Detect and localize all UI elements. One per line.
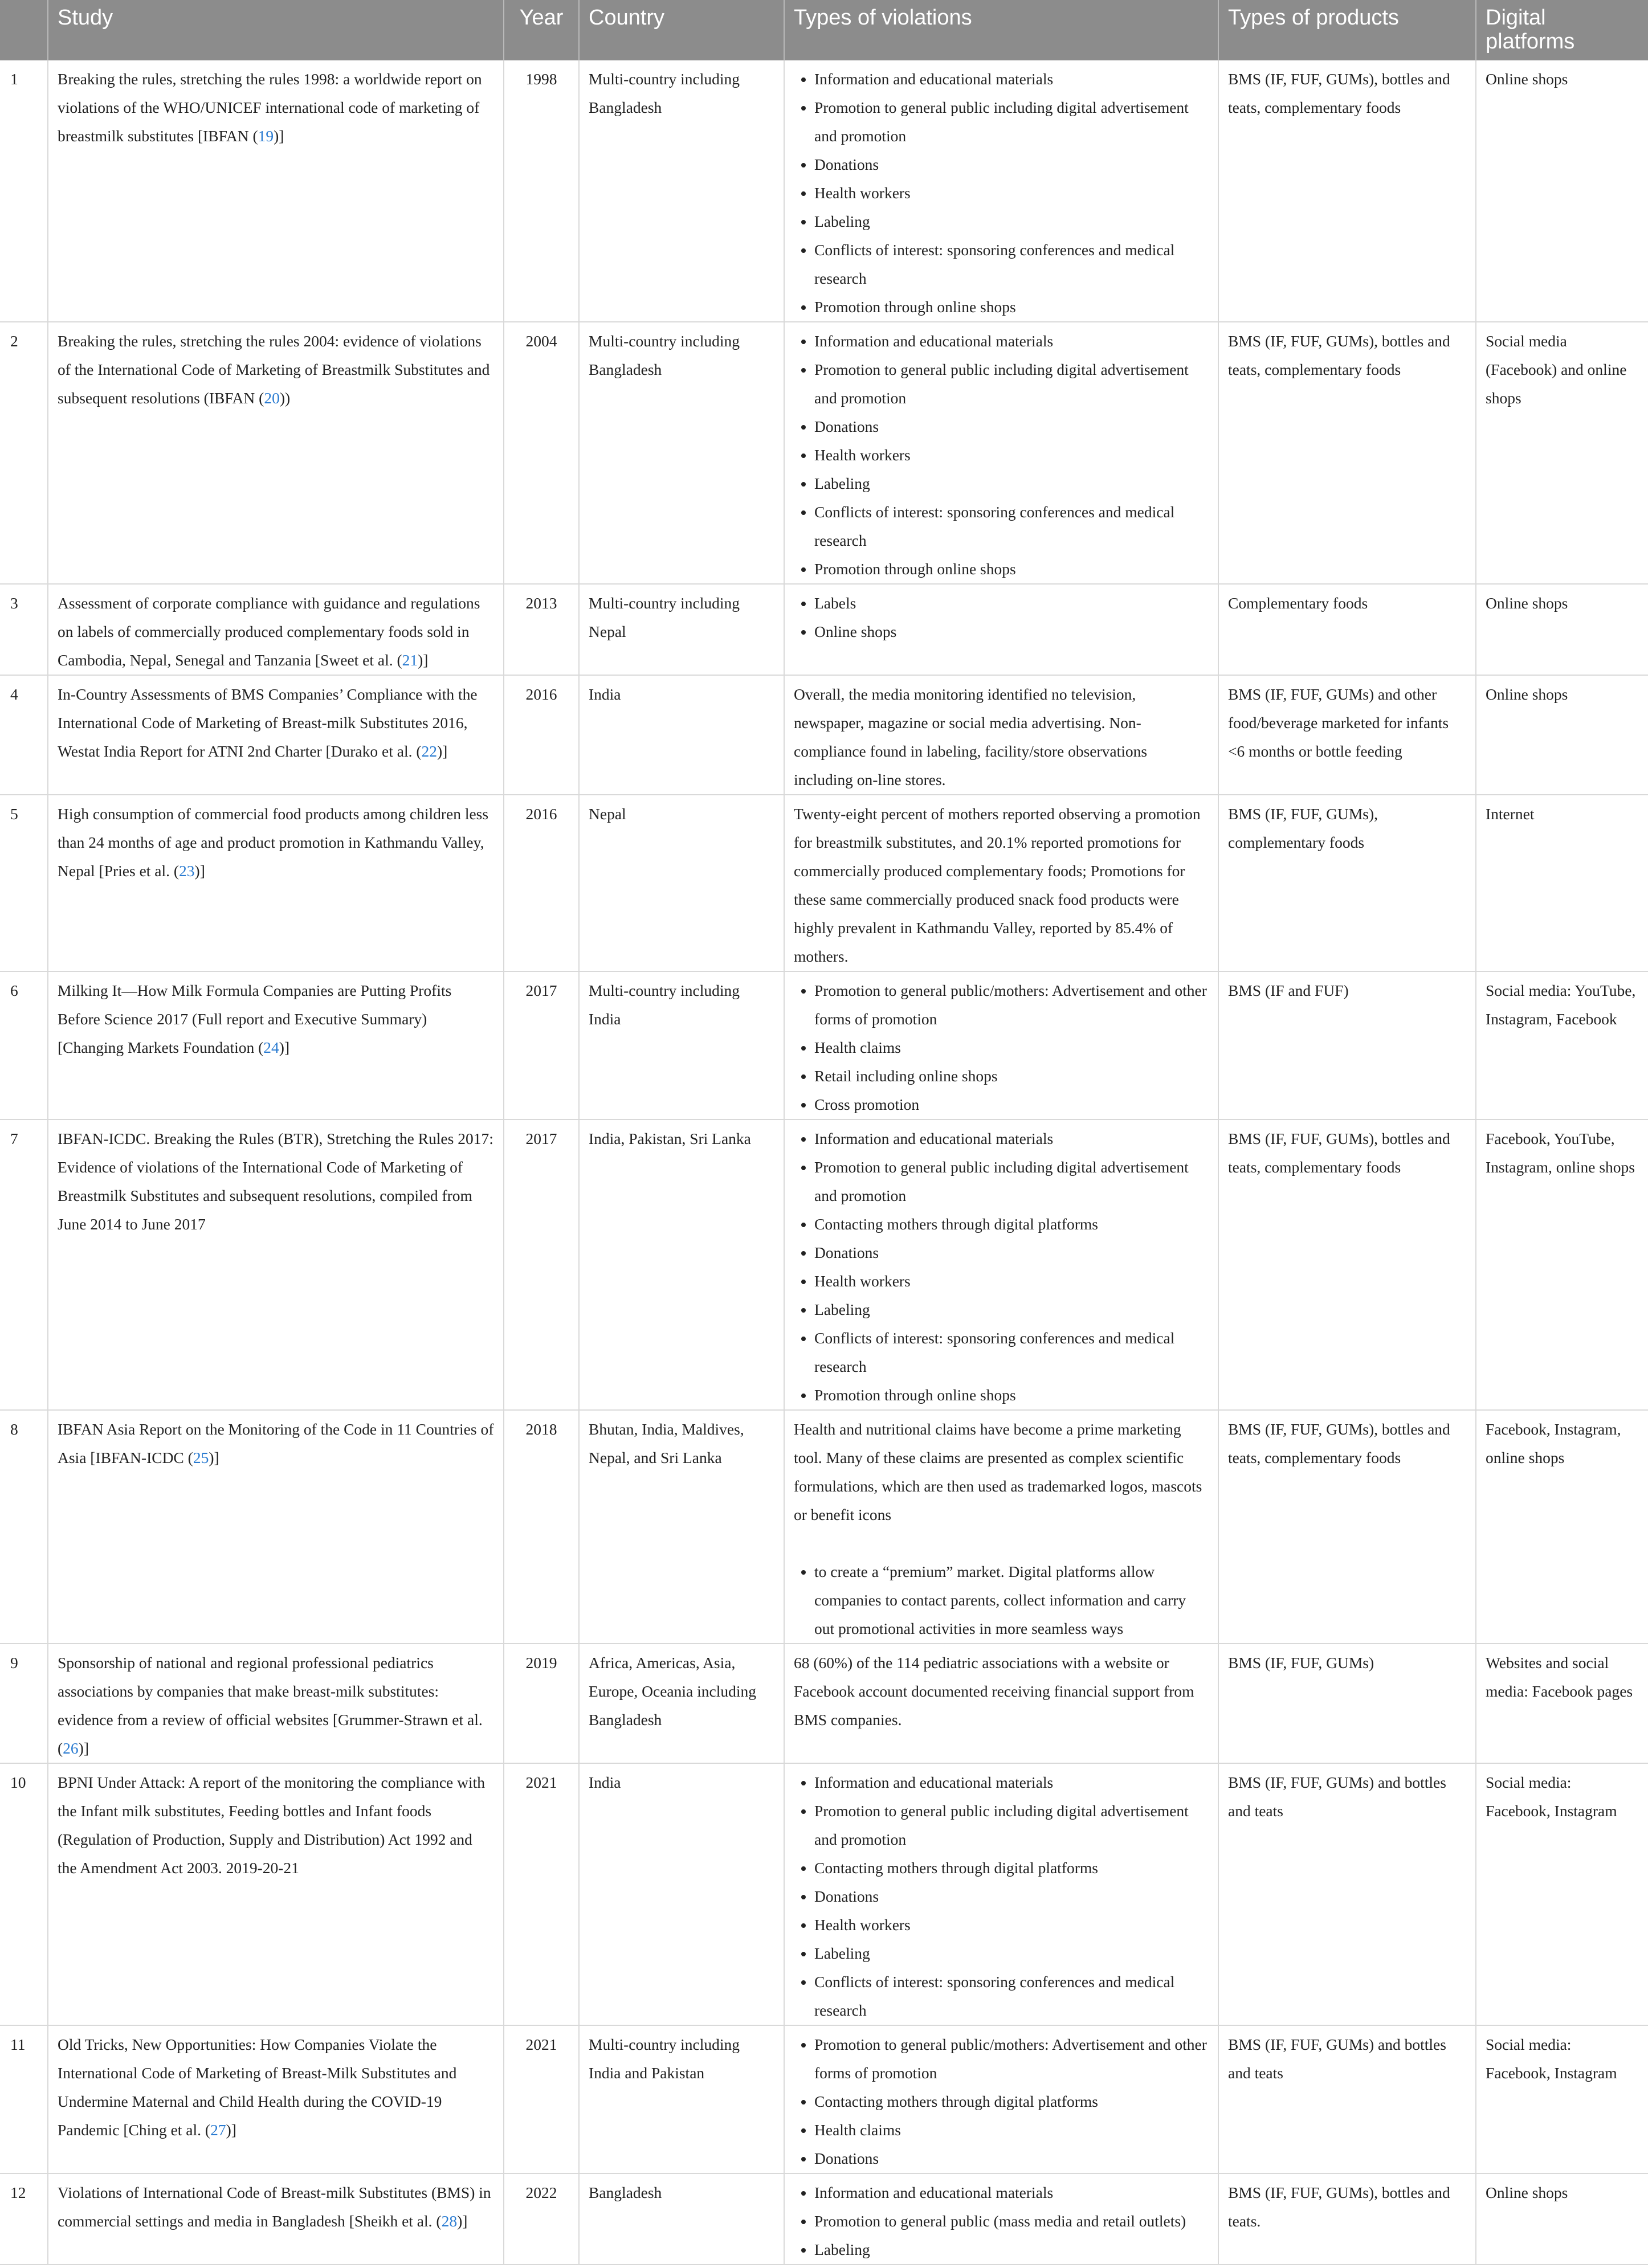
violation-item: • Information and educational materials — [814, 1768, 1209, 1797]
violations-list — [794, 1558, 1209, 1643]
violations-list — [794, 1768, 1209, 2025]
year-cell: 1998 — [504, 60, 579, 322]
study-cell — [48, 2025, 504, 2173]
study-title: Violations of International Code of Breast-milk Substitutes (BMS) in commercial settings and media in Bangladesh [Sheikh et al. ( — [58, 2184, 491, 2230]
products-cell: BMS (IF, FUF, GUMs), bottles and teats, complementary foods — [1218, 322, 1476, 584]
study-title: Old Tricks, New Opportunities: How Companies Violate the International Code of Marketing of Breast-Milk Substitutes and Undermine Maternal and Child Health during the COVID-19 Pandemic [Ching et al. ( — [58, 2036, 457, 2139]
year-cell: 2019 — [504, 1644, 579, 1763]
products-cell: BMS (IF, FUF, GUMs), bottles and teats, complementary foods — [1218, 1119, 1476, 1410]
violation-item: • to create a “premium” market. Digital platforms allow companies to contact parents, collect information and carry out promotional activities in more seamless ways — [814, 1558, 1209, 1643]
table-row — [0, 1119, 1648, 1410]
violation-item: • Information and educational materials — [814, 1125, 1209, 1153]
products-cell: BMS (IF, FUF, GUMs), complementary foods — [1218, 795, 1476, 971]
violation-item: • Promotion to general public including digital advertisement and promotion — [814, 1797, 1209, 1854]
digital-platforms-cell: Online shops — [1476, 2173, 1648, 2265]
study-title: High consumption of commercial food products among children less than 24 months of age and product promotion in Kathmandu Valley, Nepal [Pries et al. ( — [58, 805, 489, 880]
violation-item: • Retail including online shops — [814, 1062, 1209, 1090]
row-number: 2 — [0, 322, 48, 584]
digital-platforms-cell: Social media: Facebook, Instagram — [1476, 1763, 1648, 2025]
violations-list — [794, 2179, 1209, 2264]
products-cell: BMS (IF, FUF, GUMs) and bottles and teats — [1218, 1763, 1476, 2025]
study-title: Assessment of corporate compliance with guidance and regulations on labels of commercially produced complementary foods sold in Cambodia, Nepal, Senegal and Tanzania [Sweet et al. ( — [58, 594, 480, 669]
violation-item: • Labeling — [814, 207, 1209, 236]
violations-cell — [784, 1644, 1218, 1763]
header-study: Study — [48, 0, 504, 60]
violation-item: • Health workers — [814, 179, 1209, 207]
study-title: BPNI Under Attack: A report of the monitoring the compliance with the Infant milk substitutes, Feeding bottles and Infant foods (Regulation of Production, Supply and Distribution) Act 1992 and the Amendment Act 2003. 2019-20-21 — [58, 1773, 485, 1877]
violations-cell — [784, 1119, 1218, 1410]
table-row — [0, 1763, 1648, 2025]
table-row — [0, 1644, 1648, 1763]
reference-link[interactable]: 21 — [402, 651, 418, 669]
study-title-end: )) — [279, 389, 291, 407]
digital-platforms-cell: Websites and social media: Facebook pages — [1476, 1644, 1648, 1763]
digital-platforms-cell: Social media (Facebook) and online shops — [1476, 322, 1648, 584]
study-title-end: )] — [194, 862, 205, 880]
year-cell: 2013 — [504, 584, 579, 675]
row-number: 11 — [0, 2025, 48, 2173]
violation-item: • Health workers — [814, 1267, 1209, 1296]
year-cell: 2022 — [504, 2173, 579, 2265]
reference-link[interactable]: 20 — [264, 389, 280, 407]
reference-link[interactable]: 28 — [441, 2212, 458, 2230]
row-number: 1 — [0, 60, 48, 322]
country-cell: India — [579, 1763, 784, 2025]
row-number: 4 — [0, 675, 48, 795]
header-number — [0, 0, 48, 60]
violation-item: • Donations — [814, 1239, 1209, 1267]
study-title: IBFAN Asia Report on the Monitoring of the Code in 11 Countries of Asia [IBFAN-ICDC ( — [58, 1420, 494, 1466]
study-cell — [48, 1763, 504, 2025]
table-row — [0, 2173, 1648, 2265]
violations-list — [794, 65, 1209, 321]
violation-item: • Donations — [814, 1882, 1209, 1911]
digital-platforms-cell: Social media: Facebook, Instagram — [1476, 2025, 1648, 2173]
violation-item: • Promotion through online shops — [814, 555, 1209, 583]
products-cell: BMS (IF, FUF, GUMs) and other food/beverage marketed for infants <6 months or bottle feeding — [1218, 675, 1476, 795]
table-row — [0, 971, 1648, 1119]
violation-item: • Promotion to general public including digital advertisement and promotion — [814, 93, 1209, 150]
reference-link[interactable]: 22 — [421, 742, 437, 760]
violation-item: • Contacting mothers through digital platforms — [814, 1210, 1209, 1239]
year-cell: 2017 — [504, 1119, 579, 1410]
violation-item: • Health claims — [814, 1033, 1209, 1062]
violation-item: • Labeling — [814, 469, 1209, 498]
header-digital-platforms: Digital platforms — [1476, 0, 1648, 60]
violation-item: • Donations — [814, 150, 1209, 179]
study-cell — [48, 795, 504, 971]
row-number: 12 — [0, 2173, 48, 2265]
header-products: Types of products — [1218, 0, 1476, 60]
reference-link[interactable]: 27 — [210, 2121, 226, 2139]
header-row — [0, 0, 1648, 60]
digital-platforms-cell: Internet — [1476, 795, 1648, 971]
study-title-end: )] — [457, 2212, 468, 2230]
table-row — [0, 1410, 1648, 1644]
table-row — [0, 584, 1648, 675]
violation-item: • Conflicts of interest: sponsoring conferences and medical research — [814, 498, 1209, 555]
row-number: 8 — [0, 1410, 48, 1644]
products-cell: BMS (IF, FUF, GUMs), bottles and teats, complementary foods — [1218, 60, 1476, 322]
violation-item: • Conflicts of interest: sponsoring conferences and medical research — [814, 1324, 1209, 1381]
country-cell: Multi-country including Bangladesh — [579, 322, 784, 584]
study-cell — [48, 584, 504, 675]
country-cell: Bangladesh — [579, 2173, 784, 2265]
study-title: In-Country Assessments of BMS Companies’ Compliance with the International Code of Marketing of Breast-milk Substitutes 2016, Westat India Report for ATNI 2nd Charter [Durako et al. ( — [58, 685, 478, 760]
study-cell — [48, 2173, 504, 2265]
violations-cell — [784, 2173, 1218, 2265]
violation-item: • Information and educational materials — [814, 65, 1209, 93]
violations-cell — [784, 1410, 1218, 1644]
country-cell: Bhutan, India, Maldives, Nepal, and Sri Lanka — [579, 1410, 784, 1644]
digital-platforms-cell: Online shops — [1476, 60, 1648, 322]
header-country: Country — [579, 0, 784, 60]
study-title-end: )] — [418, 651, 429, 669]
products-cell: BMS (IF, FUF, GUMs), bottles and teats. — [1218, 2173, 1476, 2265]
digital-platforms-cell: Social media: YouTube, Instagram, Facebook — [1476, 971, 1648, 1119]
header-violations: Types of violations — [784, 0, 1218, 60]
violations-text: 68 (60%) of the 114 pediatric associations with a website or Facebook account documented receiving financial support from BMS companies. — [794, 1654, 1194, 1728]
violations-text: Health and nutritional claims have become a prime marketing tool. Many of these claims are presented as complex scientific formulations, which are then used as trademarked logos, mascots or benefit icons — [794, 1420, 1202, 1523]
violations-cell — [784, 675, 1218, 795]
products-cell: BMS (IF and FUF) — [1218, 971, 1476, 1119]
country-cell: Multi-country including Bangladesh — [579, 60, 784, 322]
violation-item: • Promotion through online shops — [814, 293, 1209, 321]
table-row — [0, 795, 1648, 971]
violations-cell — [784, 795, 1218, 971]
violation-item: • Labeling — [814, 1296, 1209, 1324]
violations-cell — [784, 1763, 1218, 2025]
study-title: Sponsorship of national and regional professional pediatrics associations by companies that make breast-milk substitutes: evidence from a review of official websites [Grummer-Strawn et al. ( — [58, 1654, 483, 1757]
year-cell: 2016 — [504, 675, 579, 795]
study-title-end: )] — [437, 742, 448, 760]
violation-item: • Donations — [814, 2144, 1209, 2173]
table-header — [0, 0, 1648, 60]
row-number: 10 — [0, 1763, 48, 2025]
study-title-end: )] — [209, 1449, 219, 1466]
study-title-end: )] — [274, 127, 284, 145]
reference-link[interactable]: 25 — [193, 1449, 209, 1466]
violation-item: • Contacting mothers through digital platforms — [814, 1854, 1209, 1882]
violation-item: • Promotion through online shops — [814, 1381, 1209, 1409]
digital-platforms-cell: Facebook, YouTube, Instagram, online shops — [1476, 1119, 1648, 1410]
study-title: Milking It—How Milk Formula Companies are Putting Profits Before Science 2017 (Full report and Executive Summary) [Changing Markets Foundation ( — [58, 982, 452, 1056]
study-title: Breaking the rules, stretching the rules 2004: evidence of violations of the International Code of Marketing of Breastmilk Substitutes and subsequent resolutions (IBFAN ( — [58, 332, 490, 407]
row-number: 5 — [0, 795, 48, 971]
country-cell: Nepal — [579, 795, 784, 971]
study-cell — [48, 971, 504, 1119]
violations-text: Twenty-eight percent of mothers reported observing a promotion for breastmilk substitutes, and 20.1% reported promotions for commercially produced complementary foods; Promotions for these same commercially produced snack food products were highly prevalent in Kathmandu Valley, reported by 85.4% of mothers. — [794, 805, 1201, 965]
violation-item: • Health workers — [814, 441, 1209, 469]
violation-item: • Labels — [814, 589, 1209, 618]
violation-item: • Health claims — [814, 2116, 1209, 2144]
study-title: Breaking the rules, stretching the rules 1998: a worldwide report on violations of the WHO/UNICEF international code of marketing of breastmilk substitutes [IBFAN ( — [58, 70, 482, 145]
row-number: 9 — [0, 1644, 48, 1763]
row-number: 6 — [0, 971, 48, 1119]
header-year: Year — [504, 0, 579, 60]
paragraph-gap — [794, 1529, 1209, 1558]
year-cell: 2021 — [504, 2025, 579, 2173]
violations-list — [794, 589, 1209, 646]
row-number: 7 — [0, 1119, 48, 1410]
reference-link[interactable]: 23 — [179, 862, 195, 880]
violations-list — [794, 327, 1209, 583]
violation-item: • Online shops — [814, 618, 1209, 646]
table-body — [0, 60, 1648, 2265]
study-cell — [48, 1644, 504, 1763]
study-title-end: )] — [279, 1039, 290, 1056]
violations-cell — [784, 971, 1218, 1119]
year-cell: 2004 — [504, 322, 579, 584]
violations-text: Overall, the media monitoring identified no television, newspaper, magazine or social media advertising. Non-compliance found in labeling, facility/store observations including on-line stores. — [794, 685, 1148, 788]
violation-item: • Donations — [814, 412, 1209, 441]
violation-item: • Promotion to general public/mothers: Advertisement and other forms of promotion — [814, 2030, 1209, 2087]
row-number: 3 — [0, 584, 48, 675]
study-cell — [48, 1119, 504, 1410]
violations-list — [794, 2030, 1209, 2173]
study-cell — [48, 60, 504, 322]
year-cell: 2018 — [504, 1410, 579, 1644]
violation-item: • Cross promotion — [814, 1090, 1209, 1119]
reference-link[interactable]: 19 — [258, 127, 274, 145]
violation-item: • Promotion to general public including digital advertisement and promotion — [814, 355, 1209, 412]
country-cell: Multi-country including Nepal — [579, 584, 784, 675]
products-cell: BMS (IF, FUF, GUMs) — [1218, 1644, 1476, 1763]
country-cell: India — [579, 675, 784, 795]
table-row — [0, 2025, 1648, 2173]
year-cell: 2021 — [504, 1763, 579, 2025]
table-row — [0, 60, 1648, 322]
violations-cell — [784, 322, 1218, 584]
violation-item: • Information and educational materials — [814, 327, 1209, 355]
table-row — [0, 675, 1648, 795]
violations-cell — [784, 60, 1218, 322]
violations-cell — [784, 2025, 1218, 2173]
violations-cell — [784, 584, 1218, 675]
study-title: IBFAN-ICDC. Breaking the Rules (BTR), Stretching the Rules 2017: Evidence of violations of the International Code of Marketing of Breastmilk Substitutes and subsequent resolutions, compiled from June 2014 to June 2017 — [58, 1130, 493, 1233]
study-cell — [48, 1410, 504, 1644]
country-cell: Multi-country including India — [579, 971, 784, 1119]
violation-item: • Contacting mothers through digital platforms — [814, 2087, 1209, 2116]
year-cell: 2017 — [504, 971, 579, 1119]
digital-platforms-cell: Online shops — [1476, 584, 1648, 675]
violation-item: • Health workers — [814, 1911, 1209, 1939]
violation-item: • Labeling — [814, 1939, 1209, 1968]
reference-link[interactable]: 24 — [263, 1039, 279, 1056]
products-cell: BMS (IF, FUF, GUMs), bottles and teats, complementary foods — [1218, 1410, 1476, 1644]
violations-list — [794, 1125, 1209, 1409]
study-title-end: )] — [226, 2121, 236, 2139]
country-cell: India, Pakistan, Sri Lanka — [579, 1119, 784, 1410]
products-cell: Complementary foods — [1218, 584, 1476, 675]
violations-list — [794, 976, 1209, 1119]
violation-item: • Promotion to general public/mothers: Advertisement and other forms of promotion — [814, 976, 1209, 1033]
digital-platforms-cell: Facebook, Instagram, online shops — [1476, 1410, 1648, 1644]
violation-item: • Labeling — [814, 2236, 1209, 2264]
products-cell: BMS (IF, FUF, GUMs) and bottles and teats — [1218, 2025, 1476, 2173]
violation-item: • Conflicts of interest: sponsoring conferences and medical research — [814, 1968, 1209, 2025]
reference-link[interactable]: 26 — [63, 1739, 79, 1757]
digital-platforms-cell: Online shops — [1476, 675, 1648, 795]
violation-item: • Promotion to general public including digital advertisement and promotion — [814, 1153, 1209, 1210]
table-row — [0, 322, 1648, 584]
violation-item: • Promotion to general public (mass media and retail outlets) — [814, 2207, 1209, 2236]
violation-item: • Conflicts of interest: sponsoring conferences and medical research — [814, 236, 1209, 293]
country-cell: Africa, Americas, Asia, Europe, Oceania including Bangladesh — [579, 1644, 784, 1763]
violation-item: • Information and educational materials — [814, 2179, 1209, 2207]
year-cell: 2016 — [504, 795, 579, 971]
study-title-end: )] — [78, 1739, 89, 1757]
country-cell: Multi-country including India and Pakistan — [579, 2025, 784, 2173]
study-cell — [48, 322, 504, 584]
study-cell — [48, 675, 504, 795]
